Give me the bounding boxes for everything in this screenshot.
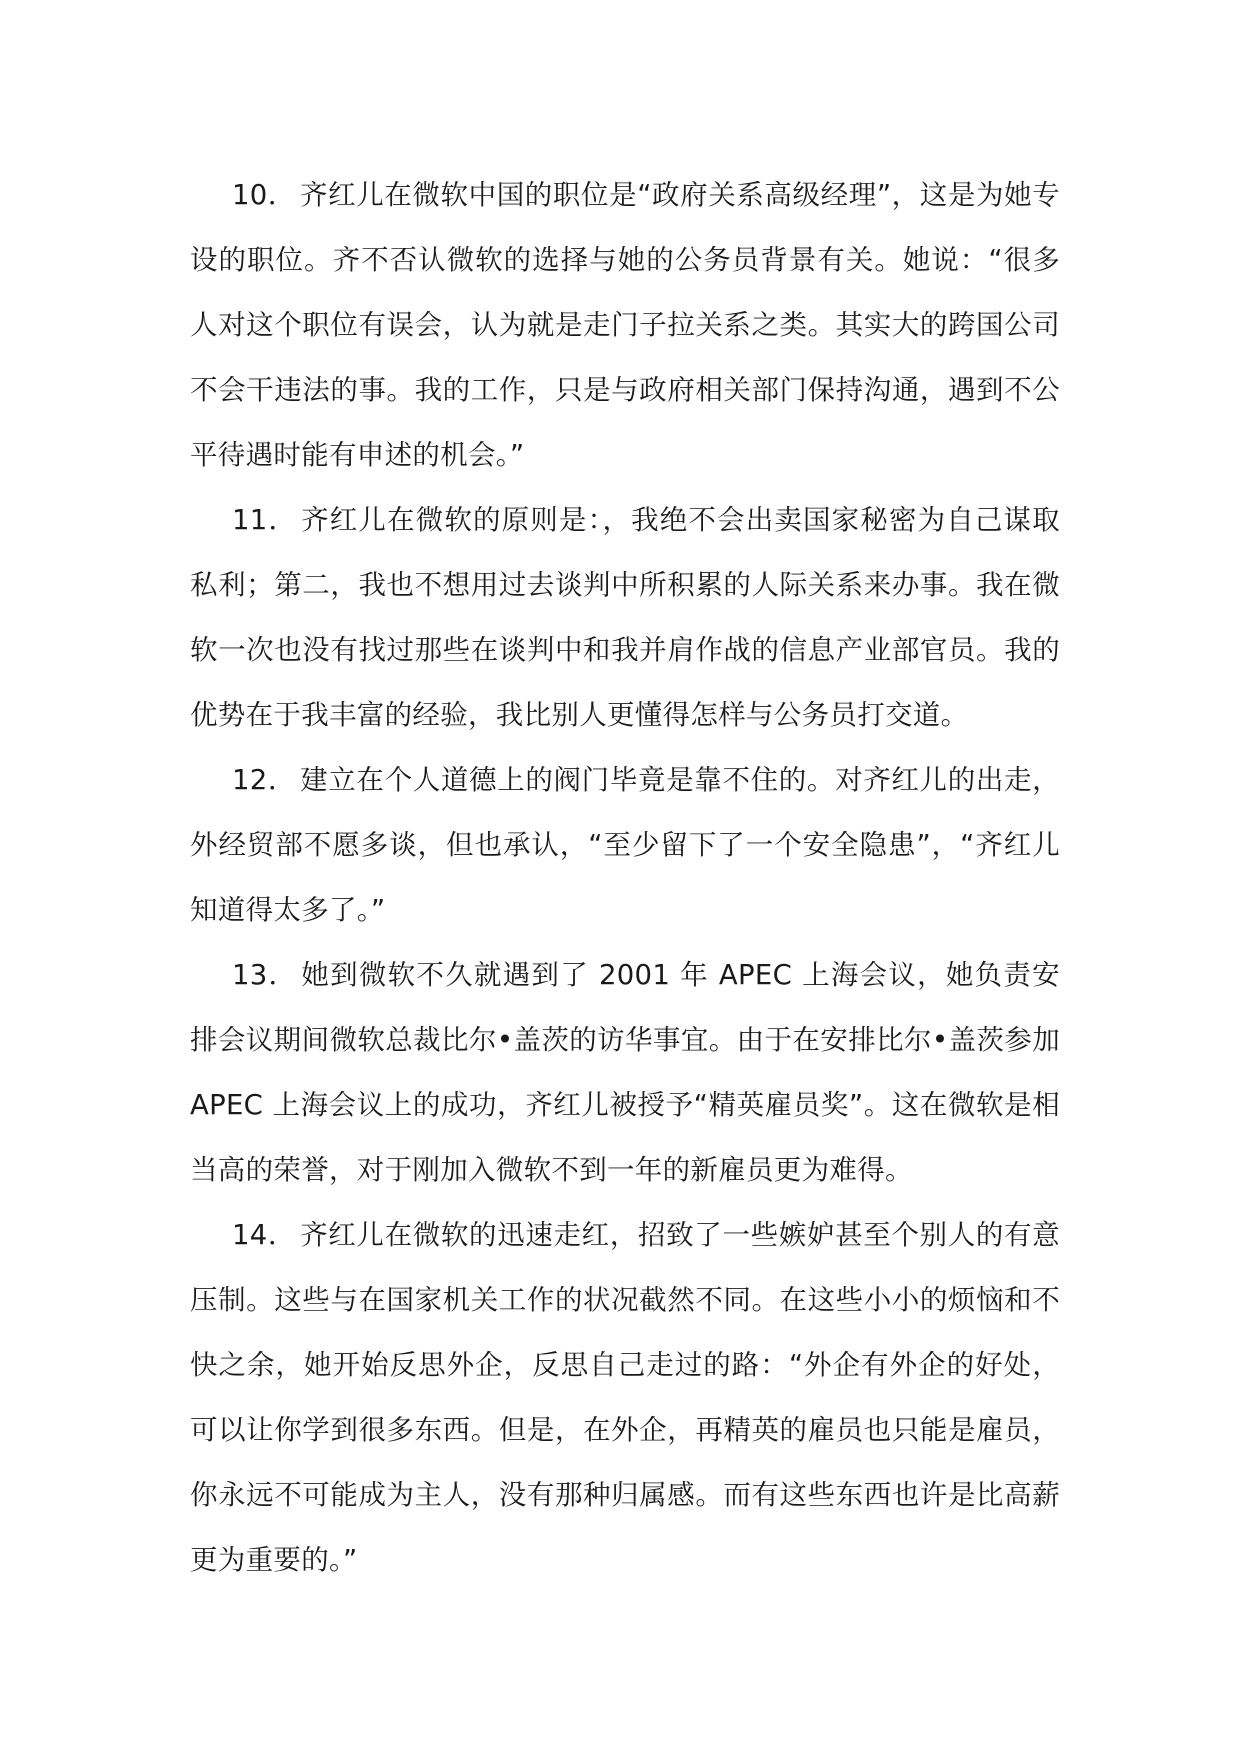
paragraph-number: 12．	[232, 764, 297, 796]
paragraph-number: 14．	[232, 1219, 297, 1251]
document-body	[190, 163, 1060, 1593]
paragraph-number: 11．	[232, 504, 298, 536]
paragraph-text: 齐红儿在微软的原则是：，我绝不会出卖国家秘密为自己谋取私利；第二，我也不想用过去谈判中所积累的人际关系来办事。我在微软一次也没有找过那些在谈判中和我并肩作战的信息产业部官员。我的优势在于我丰富的经验，我比别人更懂得怎样与公务员打交道。	[190, 504, 1060, 731]
paragraph-13	[190, 943, 1060, 1203]
paragraph-text: 齐红儿在微软的迅速走红，招致了一些嫉妒甚至个别人的有意压制。这些与在国家机关工作的状况截然不同。在这些小小的烦恼和不快之余，她开始反思外企，反思自己走过的路：“外企有外企的好处，可以让你学到很多东西。但是，在外企，再精英的雇员也只能是雇员，你永远不可能成为主人，没有那种归属感。而有这些东西也许是比高薪更为重要的。”	[190, 1219, 1060, 1576]
paragraph-14	[190, 1203, 1060, 1593]
paragraph-number: 13．	[232, 959, 298, 991]
paragraph-number: 10．	[232, 179, 296, 211]
paragraph-12	[190, 748, 1060, 943]
paragraph-text: 建立在个人道德上的阀门毕竟是靠不住的。对齐红儿的出走，外经贸部不愿多谈，但也承认，“至少留下了一个安全隐患”，“齐红儿知道得太多了。”	[190, 764, 1060, 926]
paragraph-11	[190, 488, 1060, 748]
paragraph-text: 齐红儿在微软中国的职位是“政府关系高级经理”，这是为她专设的职位。齐不否认微软的选择与她的公务员背景有关。她说：“很多人对这个职位有误会，认为就是走门子拉关系之类。其实大的跨国公司不会干违法的事。我的工作，只是与政府相关部门保持沟通，遇到不公平待遇时能有申述的机会。”	[190, 179, 1060, 471]
paragraph-10	[190, 163, 1060, 488]
paragraph-text: 她到微软不久就遇到了 2001 年 APEC 上海会议，她负责安排会议期间微软总裁比尔•盖茨的访华事宜。由于在安排比尔•盖茨参加 APEC 上海会议上的成功，齐红儿被授予“精英雇员奖”。这在微软是相当高的荣誉，对于刚加入微软不到一年的新雇员更为难得。	[190, 959, 1060, 1186]
